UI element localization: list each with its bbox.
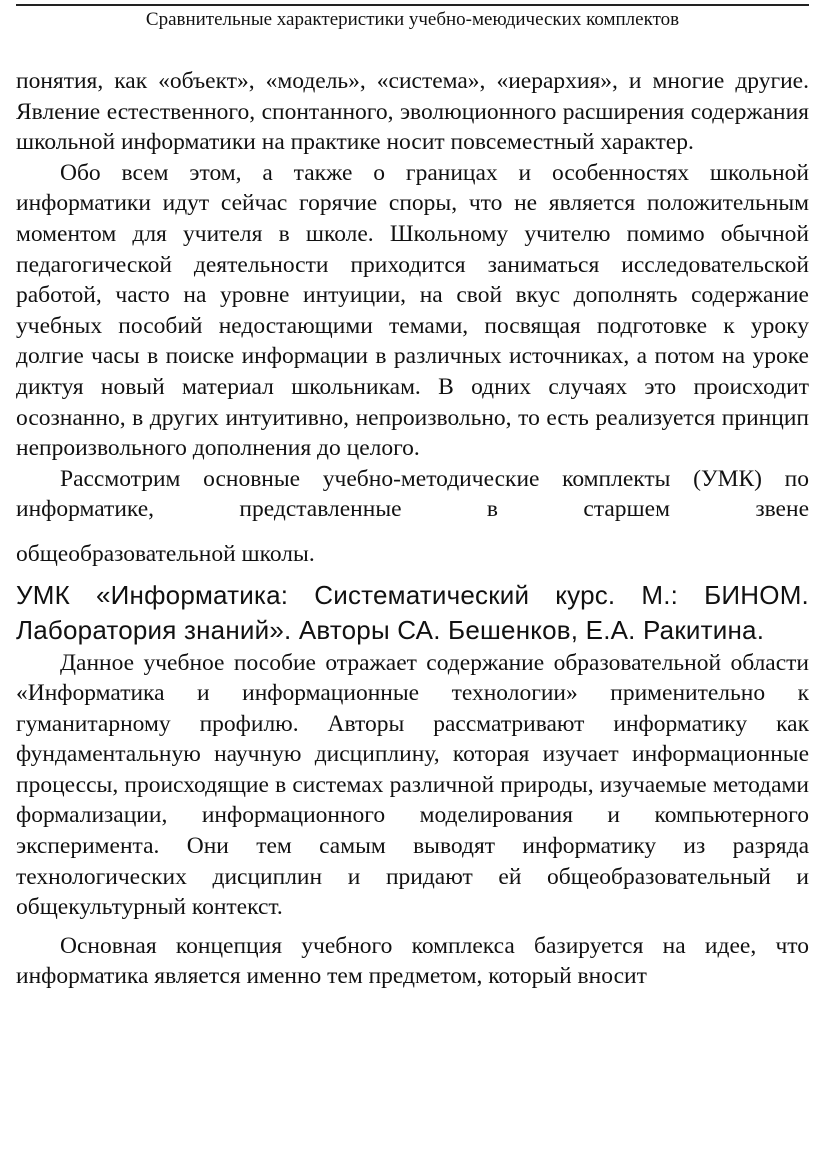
document-body <box>16 66 809 992</box>
running-header: Сравнительные характеристики учебно-меюдических комплектов <box>16 4 809 38</box>
document-page <box>16 0 809 992</box>
paragraph-3-continued: общеобразовательной школы. <box>16 540 315 567</box>
paragraph-2: Обо всем этом, а также о границах и особенностях школьной информатики идут сейчас горячие споры, что не является положительным моментом для учителя в школе. Школьному учителю помимо обычной педагогической деятельности приходится заниматься исследовательской работой, часто на уровне интуиции, на свой вкус дополнять содержание учебных пособий недостающими темами, посвящая подготовке к уроку долгие часы в поиске информации в различных источниках, а потом на уроке диктуя новый материал школьникам. В одних случаях это происходит осознанно, в других интуитивно, непроизвольно, то есть реализуется принцип непроизвольного дополнения до целого. <box>16 159 809 462</box>
paragraph-5: Основная концепция учебного комплекса базируется на идее, что информатика является именно тем предметом, который вносит <box>16 932 809 990</box>
section-heading: УМК «Информатика: Систематический курс. М.: БИНОМ. Лаборатория знаний». Авторы СА. Бешенков, Е.А. Ракитина. <box>16 579 809 645</box>
paragraph-4: Данное учебное пособие отражает содержание образовательной области «Информатика и информационные технологии» применительно к гуманитарному профилю. Авторы рассматривают информатику как фундаментальную научную дисциплину, которая изучает информационные процессы, происходящие в системах различной природы, изучаемые методами формализации, информационного моделирования и компьютерного эксперимента. Они тем самым выводят информатику из разряда технологических дисциплин и придают ей общеобразовательный и общекультурный контекст. <box>16 649 809 921</box>
paragraph-1: понятия, как «объект», «модель», «система», «иерархия», и многие другие. Явление естественного, спонтанного, эволюционного расширения содержания школьной информатики на практике носит повсеместный характер. <box>16 68 809 156</box>
paragraph-3: Рассмотрим основные учебно-методические комплекты (УМК) по информатике, представленные в старшем звене <box>16 465 809 523</box>
